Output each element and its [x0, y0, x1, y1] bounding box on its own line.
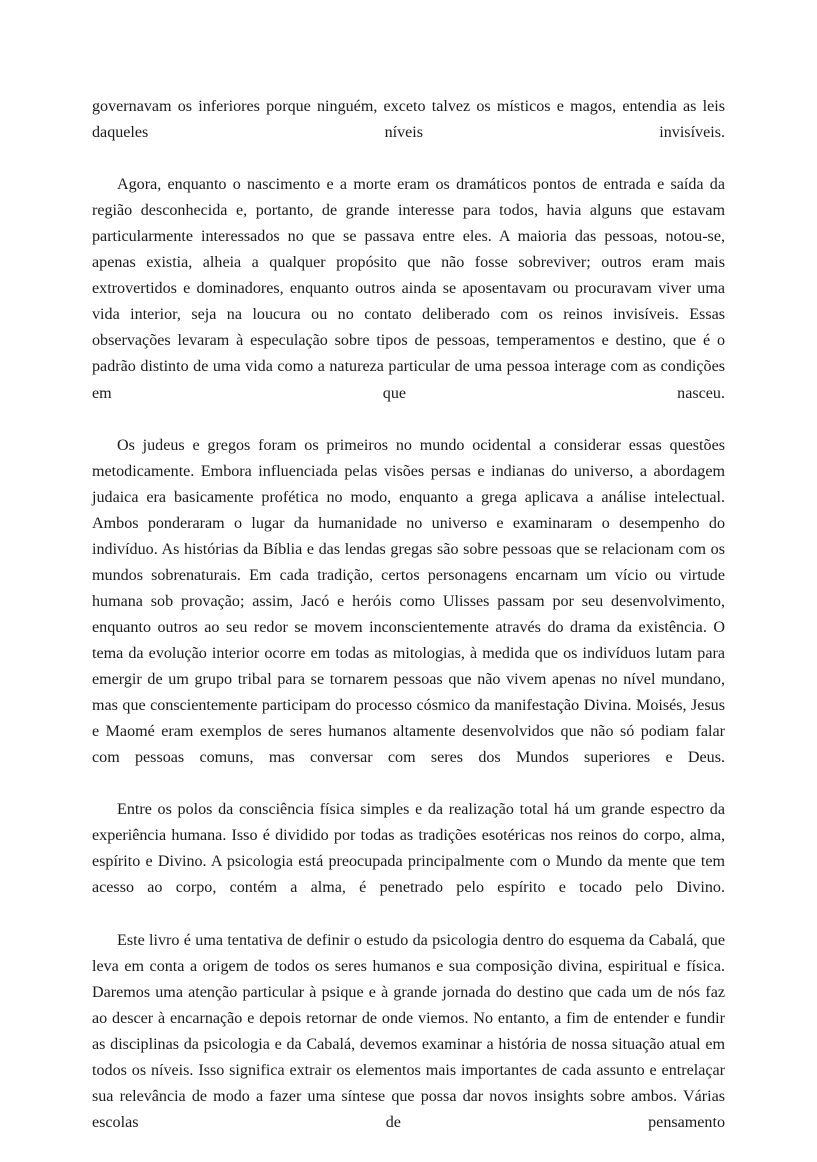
- body-paragraph-judeus-gregos: Os judeus e gregos foram os primeiros no mundo ocidental a considerar essas questões metodicamente. Embora influenciada pelas visões persas e indianas do universo, a abordagem judaica era basicamente profética no modo, enquanto a grega aplicava a análise intelectual. Ambos ponderaram o lugar da humanidade no universo e examinaram o desempenho do indivíduo. As histórias da Bíblia e das lendas gregas são sobre pessoas que se relacionam com os mundos sobrenaturais. Em cada tradição, certos personagens encarnam um vício ou virtude humana sob provação; assim, Jacó e heróis como Ulisses passam por seu desenvolvimento, enquanto outros ao seu redor se movem inconscientemente através do drama da existência. O tema da evolução interior ocorre em todas as mitologias, à medida que os indivíduos lutam para emergir de um grupo tribal para se tornarem pessoas que não vivem apenas no nível mundano, mas que conscientemente participam do processo cósmico da manifestação Divina. Moisés, Jesus e Maomé eram exemplos de seres humanos altamente desenvolvidos que não só podiam falar com pessoas comuns, mas conversar com seres dos Mundos superiores e Deus.: [92, 436, 725, 767]
- body-paragraph-polos-consciencia: Entre os polos da consciência física simples e da realização total há um grande espectro da experiência humana. Isso é dividido por todas as tradições esotéricas nos reinos do corpo, alma, espírito e Divino. A psicologia está preocupada principalmente com o Mundo da mente que tem acesso ao corpo, contém a alma, é penetrado pelo espírito e tocado pelo Divino.: [92, 801, 725, 897]
- body-paragraph-este-livro: Este livro é uma tentativa de definir o estudo da psicologia dentro do esquema da Cabalá, que leva em conta a origem de todos os seres humanos e sua composição divina, espiritual e física. Daremos uma atenção particular à psique e à grande jornada do destino que cada um de nós faz ao descer à encarnação e depois retornar de onde viemos. No entanto, a fim de entender e fundir as disciplinas da psicologia e da Cabalá, devemos examinar a história de nossa situação atual em todos os níveis. Isso significa extrair os elementos mais importantes de cada assunto e entrelaçar sua relevância de modo a fazer uma síntese que possa dar novos insights sobre ambos. Várias escolas de pensamento: [92, 931, 725, 1131]
- body-paragraph-continuation: governavam os inferiores porque ninguém, exceto talvez os místicos e magos, entendia as leis daqueles níveis invisíveis.: [92, 98, 725, 142]
- body-paragraph-agora: Agora, enquanto o nascimento e a morte eram os dramáticos pontos de entrada e saída da região desconhecida e, portanto, de grande interesse para todos, havia alguns que estavam particularmente interessados no que se passava entre eles. A maioria das pessoas, notou-se, apenas existia, alheia a qualquer propósito que não fosse sobreviver; outros eram mais extrovertidos e dominadores, enquanto outros ainda se aposentavam ou procuravam viver uma vida interior, seja na loucura ou no contato deliberado com os reinos invisíveis. Essas observações levaram à especulação sobre tipos de pessoas, temperamentos e destino, que é o padrão distinto de uma vida como a natureza particular de uma pessoa interage com as condições em que nasceu.: [92, 176, 725, 402]
- body-text-column: [92, 94, 725, 1162]
